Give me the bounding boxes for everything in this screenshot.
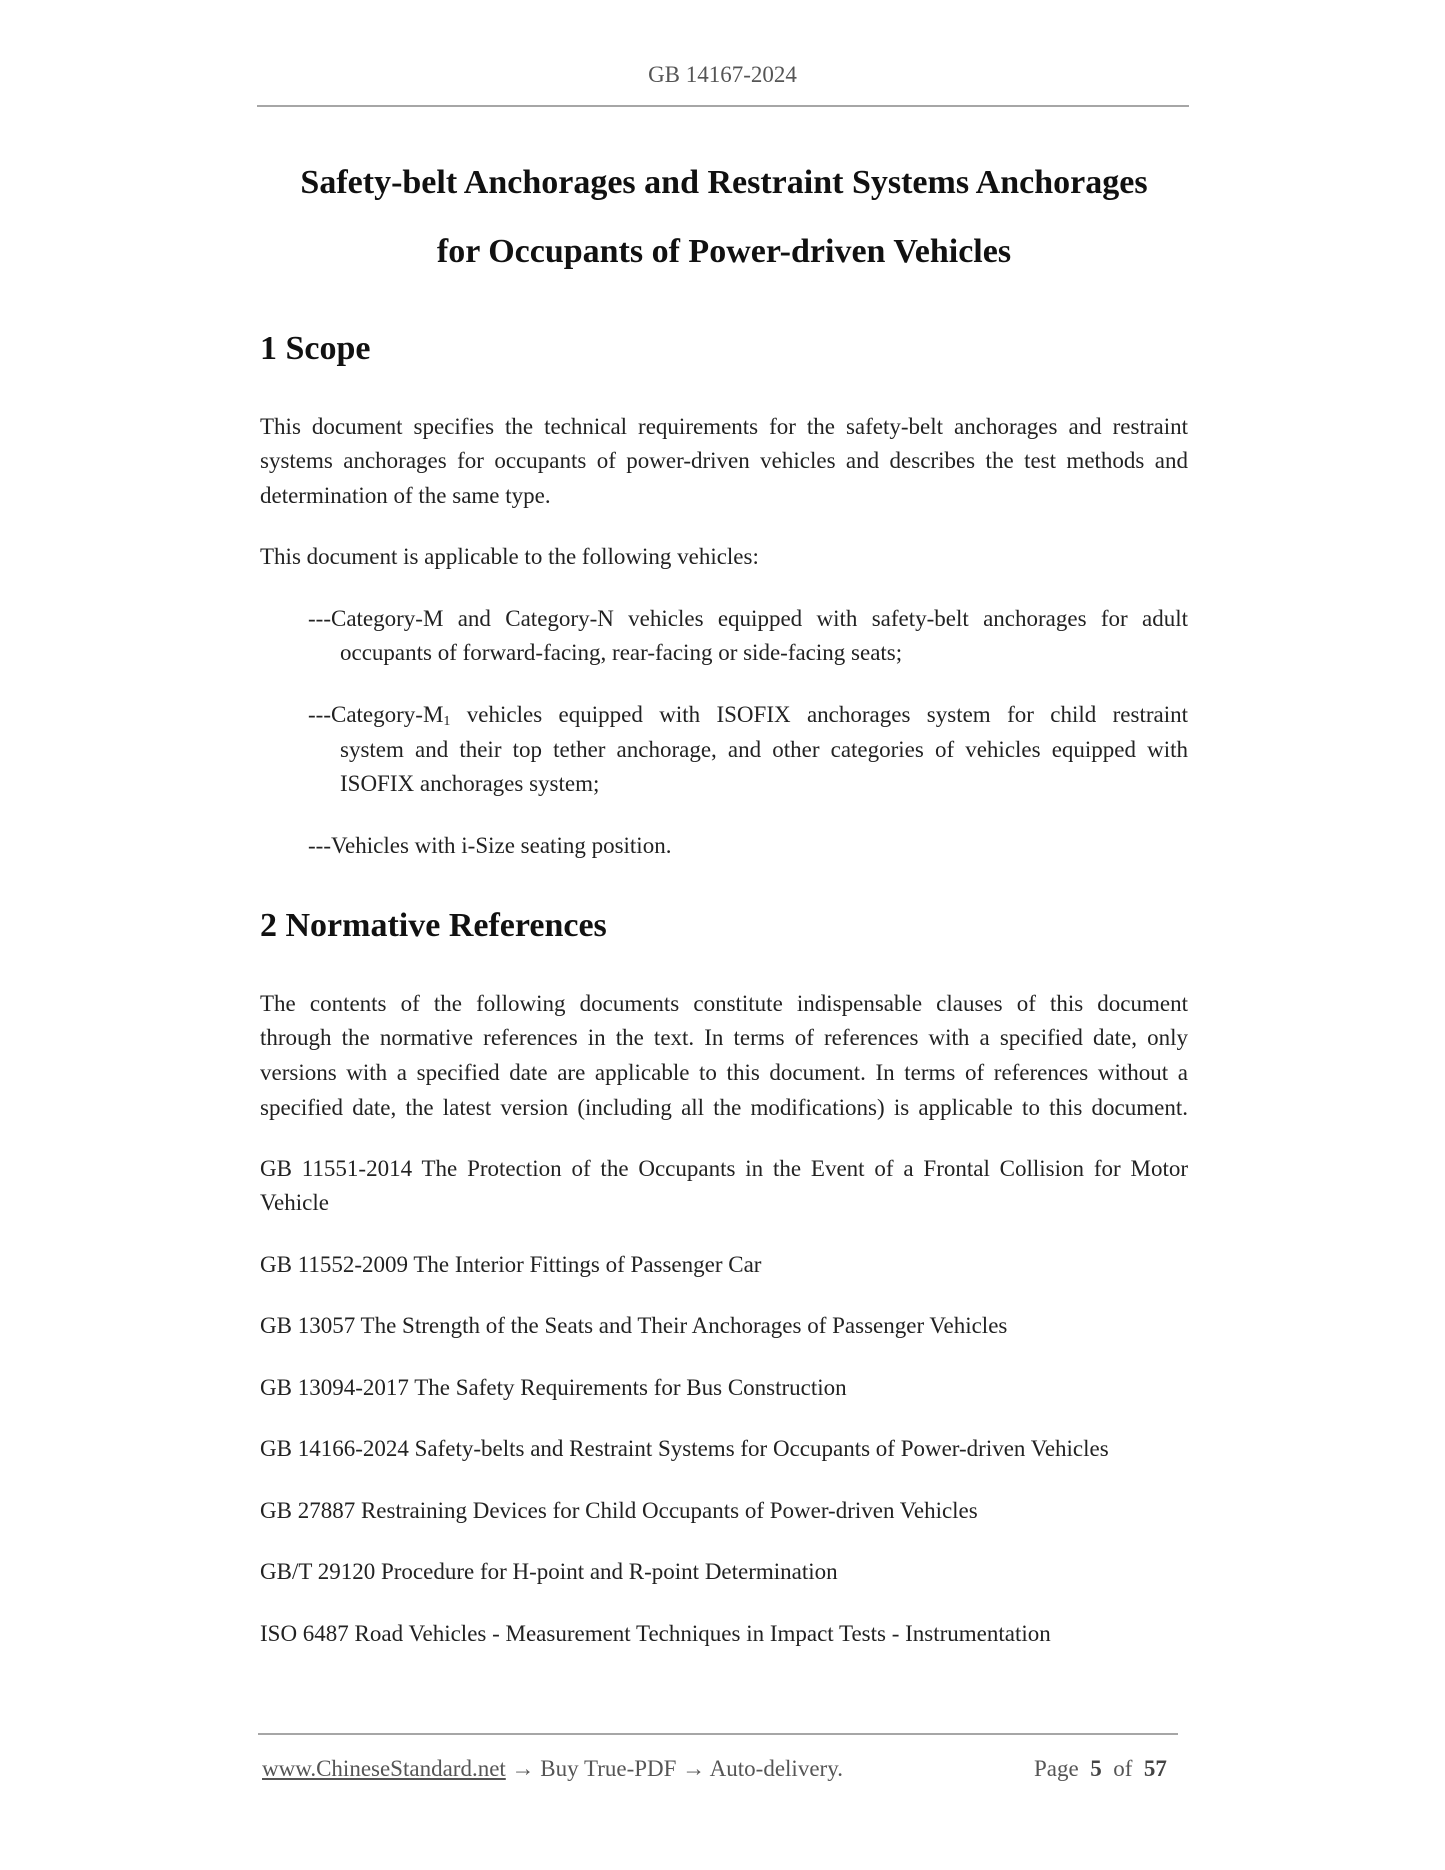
arrow-right-icon: → [511,1756,535,1781]
total-page-count: 57 [1143,1756,1167,1781]
references-intro-line: through the normative references in the text. In terms of references with a specified date, only [260,1025,1188,1050]
vehicle-list-item-1-line-1: ---Category-M and Category-N vehicles equipped with safety-belt anchorages for adult [308,606,1188,631]
reference-item-gb27887: GB 27887 Restraining Devices for Child Occupants of Power-driven Vehicles [260,1498,978,1523]
footer-step-buy: Buy True-PDF [540,1756,677,1781]
references-intro-line: specified date, the latest version (including all the modifications) is applicable to this document. [260,1095,1188,1120]
vehicle-list-item-3: ---Vehicles with i-Size seating position. [308,833,672,858]
page-of-label: of [1113,1756,1133,1781]
applicability-paragraph: This document is applicable to the following vehicles: [260,544,759,569]
scope-paragraph-line: This document specifies the technical requirements for the safety-belt anchorages and restraint [260,414,1188,439]
header-divider [257,105,1189,107]
reference-item-gb11552: GB 11552-2009 The Interior Fittings of Passenger Car [260,1252,762,1277]
page-indicator [1034,1753,1167,1785]
arrow-right-icon: → [682,1756,706,1781]
document-title-line-1: Safety-belt Anchorages and Restraint Systems Anchorages [300,164,1148,201]
subscript-1: 1 [443,714,451,729]
footer-promo [262,1753,843,1785]
footer-divider [258,1733,1178,1735]
reference-item-gb13057: GB 13057 The Strength of the Seats and Their Anchorages of Passenger Vehicles [260,1313,1008,1338]
reference-item-iso6487: ISO 6487 Road Vehicles - Measurement Techniques in Impact Tests - Instrumentation [260,1621,1051,1646]
references-intro-line: versions with a specified date are applicable to this document. In terms of references without a [260,1060,1188,1085]
reference-item-gb11551: GB 11551-2014 The Protection of the Occupants in the Event of a Frontal Collision for Motor [260,1156,1188,1181]
document-title-line-2: for Occupants of Power-driven Vehicles [436,233,1012,270]
page-label: Page [1034,1756,1079,1781]
reference-item-gb11551-cont: Vehicle [260,1190,329,1215]
item-prefix: ---Category-M [308,702,444,727]
vehicle-list-item-1-line-2: occupants of forward-facing, rear-facing or side-facing seats; [340,640,903,665]
item-suffix: vehicles equipped with ISOFIX anchorages system for child restraint [450,702,1188,727]
vehicle-list-item-2-line-2: system and their top tether anchorage, and other categories of vehicles equipped with [340,737,1188,762]
section-heading-normative-references: 2 Normative References [260,907,607,944]
chinesestandard-link[interactable]: www.ChineseStandard.net [262,1756,506,1781]
footer-step-delivery: Auto-delivery. [709,1756,843,1781]
scope-paragraph-line: determination of the same type. [260,483,551,508]
reference-item-gb13094: GB 13094-2017 The Safety Requirements for Bus Construction [260,1375,847,1400]
reference-item-gbt29120: GB/T 29120 Procedure for H-point and R-point Determination [260,1559,838,1584]
section-heading-scope: 1 Scope [260,330,371,367]
scope-paragraph-line: systems anchorages for occupants of power-driven vehicles and describes the test methods and [260,448,1188,473]
references-intro-line: The contents of the following documents constitute indispensable clauses of this document [260,991,1188,1016]
current-page-number: 5 [1090,1756,1102,1781]
vehicle-list-item-2-line-3: ISOFIX anchorages system; [340,771,600,796]
vehicle-list-item-2-line-1 [308,698,1188,733]
reference-item-gb14166: GB 14166-2024 Safety-belts and Restraint Systems for Occupants of Power-driven Vehicles [260,1436,1109,1461]
document-number-header: GB 14167-2024 [648,62,797,87]
